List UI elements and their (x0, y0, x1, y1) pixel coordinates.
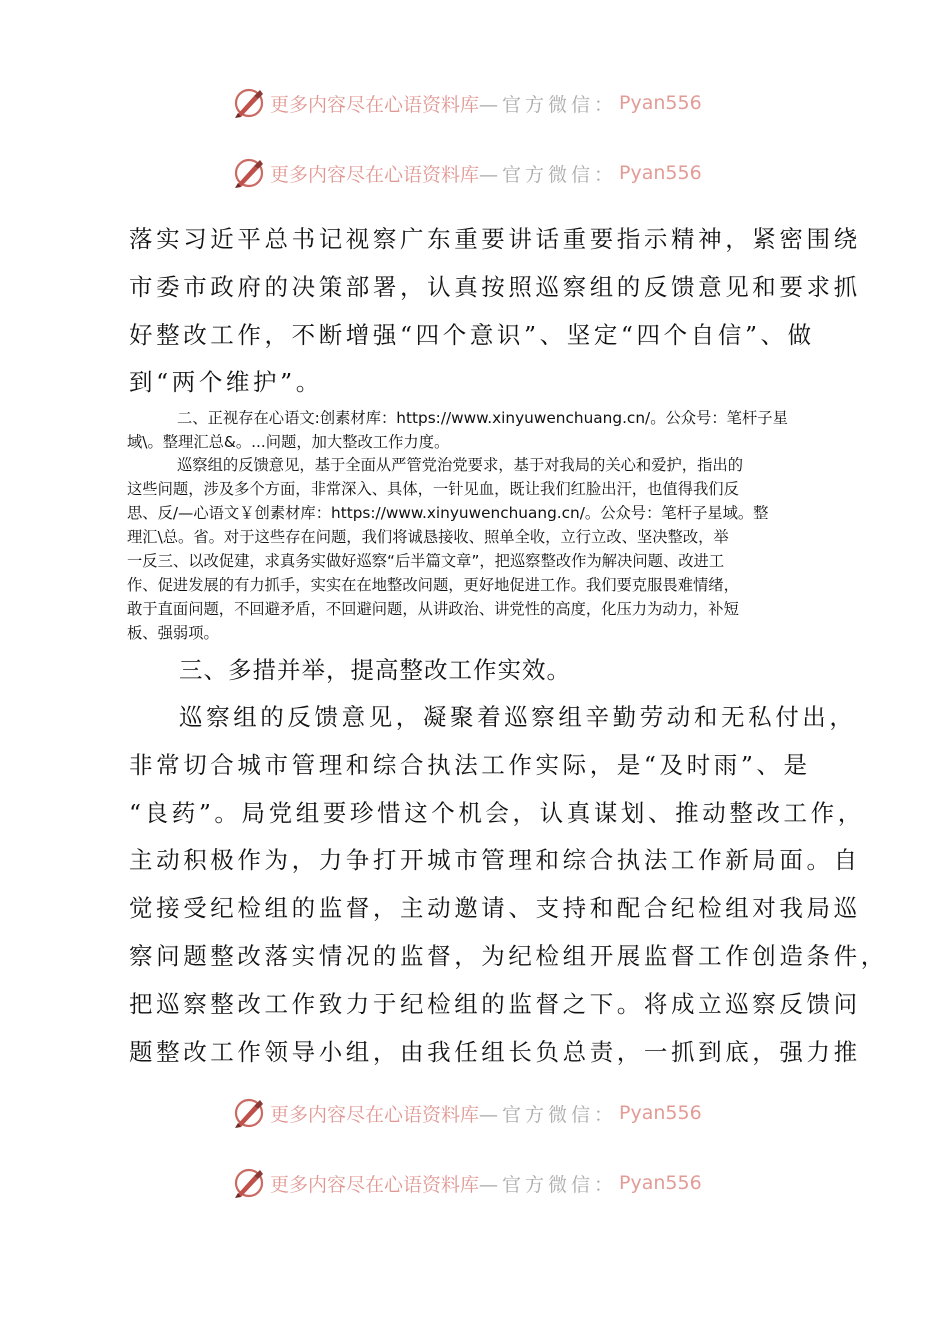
watermark-id: Pyan556 (619, 162, 702, 184)
paragraph-3 (129, 694, 888, 1076)
paragraph-2 (127, 453, 835, 645)
watermark-id: Pyan556 (619, 1102, 702, 1124)
watermark-banner (232, 86, 702, 120)
text-line: 理汇\总。省。对于这些存在问题，我们将诚恳接收、照单全收，立行立改、坚决整改，举 (127, 528, 729, 546)
section-3-heading: 三、多措并举，提高整改工作实效。 (179, 656, 571, 684)
watermark-official: —官方微信： (479, 163, 618, 186)
section-2-heading (127, 406, 835, 454)
text-line: 觉接受纪检组的监督，主动邀请、支持和配合纪检组对我局巡 (129, 894, 861, 923)
text-line: 到“两个维护”。 (129, 368, 323, 397)
watermark-banner (232, 1166, 702, 1200)
watermark-official: —官方微信： (479, 1103, 618, 1126)
watermark-official: —官方微信： (479, 1173, 618, 1196)
text-line: 思、反/—心语文￥创素材库：https://www.xinyuwenchuang.cn/。公众号：笔杆子星域。整 (127, 504, 769, 522)
text-line: 把巡察整改工作致力于纪检组的监督之下。将成立巡察反馈问 (129, 989, 861, 1018)
watermark-id: Pyan556 (619, 1172, 702, 1194)
text-line: 主动积极作为，力争打开城市管理和综合执法工作新局面。自 (129, 846, 861, 875)
text-line: 巡察组的反馈意见，凝聚着巡察组辛勤劳动和无私付出， (179, 703, 857, 731)
watermark-text: 更多内容尽在心语资料库 (270, 1103, 480, 1126)
text-line: 察问题整改落实情况的监督，为纪检组开展监督工作创造条件， (129, 941, 888, 970)
watermark-text: 更多内容尽在心语资料库 (270, 163, 480, 186)
text-line: 域\。整理汇总&。...问题，加大整改工作力度。 (127, 433, 450, 451)
text-line: 敢于直面问题，不回避矛盾，不回避问题，从讲政治、讲党性的高度，化压力为动力，补短 (127, 600, 739, 618)
pen-logo-icon (232, 1096, 266, 1130)
text-line: 非常切合城市管理和综合执法工作实际，是“及时雨”、是 (129, 750, 811, 779)
text-line: 板、强弱项。 (127, 624, 219, 642)
pen-logo-icon (232, 86, 266, 120)
watermark-official: —官方微信： (479, 93, 618, 116)
text-line: 一反三、以改促建，求真务实做好巡察“后半篇文章”，把巡察整改作为解决问题、改进工 (127, 552, 725, 570)
text-line: 好整改工作，不断增强“四个意识”、坚定“四个自信”、做 (129, 320, 815, 349)
text-line: 这些问题，涉及多个方面，非常深入、具体，一针见血，既让我们红脸出汗，也值得我们反 (127, 480, 739, 498)
text-line: 作、促进发展的有力抓手，实实在在地整改问题，更好地促进工作。我们要克服畏难情绪， (127, 576, 739, 594)
paragraph-1 (129, 216, 861, 407)
watermark-banner (232, 156, 702, 190)
pen-logo-icon (232, 156, 266, 190)
text-line: “良药”。局党组要珍惜这个机会，认真谋划、推动整改工作， (129, 798, 865, 827)
watermark-banner (232, 1096, 702, 1130)
text-line: 巡察组的反馈意见，基于全面从严管党治党要求，基于对我局的关心和爱护，指出的 (177, 456, 743, 474)
watermark-text: 更多内容尽在心语资料库 (270, 93, 480, 116)
watermark-id: Pyan556 (619, 92, 702, 114)
text-line: 落实习近平总书记视察广东重要讲话重要指示精神，紧密围绕 (129, 225, 861, 253)
text-line: 题整改工作领导小组，由我任组长负总责，一抓到底，强力推 (129, 1037, 861, 1066)
watermark-text: 更多内容尽在心语资料库 (270, 1173, 480, 1196)
text-line: 二、正视存在心语文:创素材库：https://www.xinyuwenchuang.cn/。公众号：笔杆子星 (177, 409, 788, 427)
text-line: 市委市政府的决策部署，认真按照巡察组的反馈意见和要求抓 (129, 272, 861, 301)
pen-logo-icon (232, 1166, 266, 1200)
